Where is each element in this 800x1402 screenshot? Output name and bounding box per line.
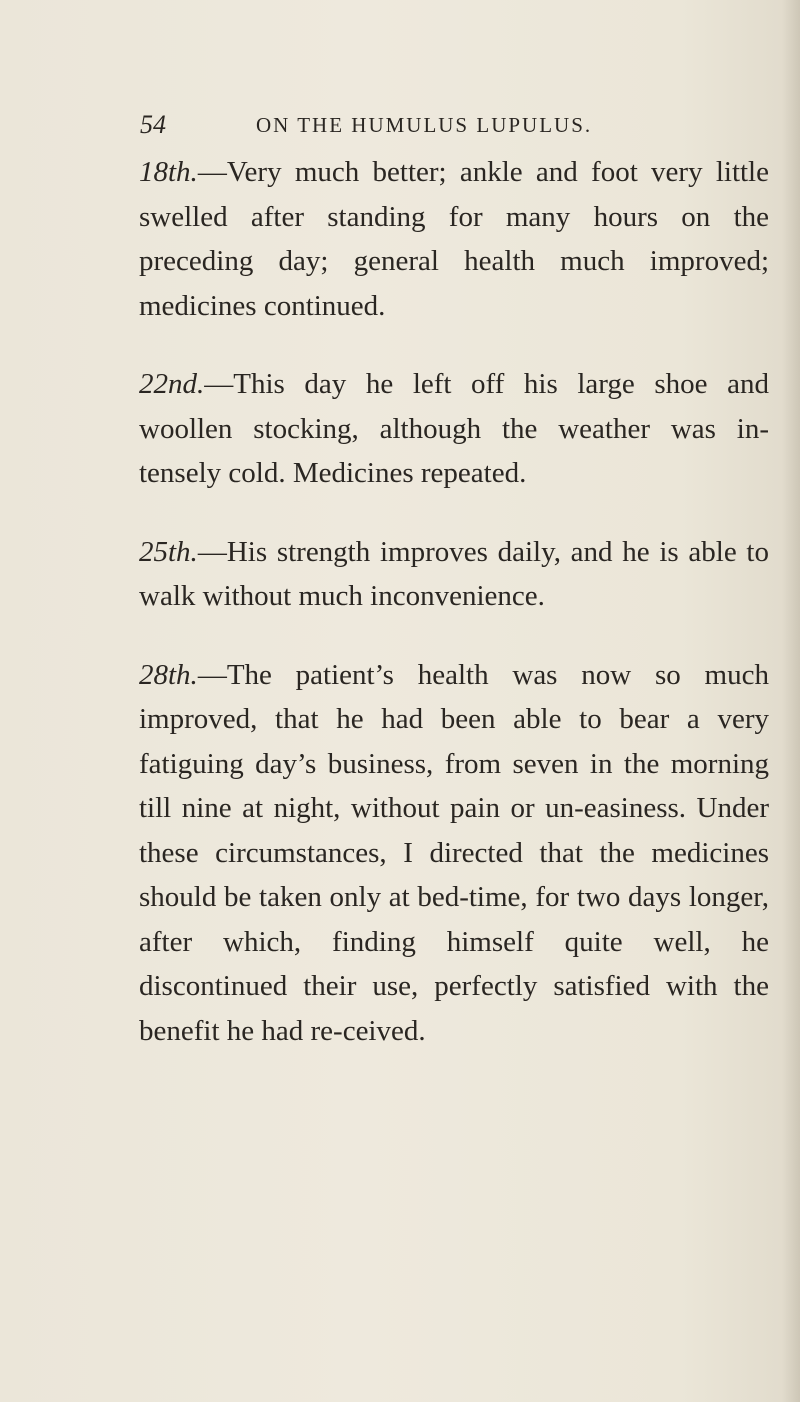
body-text bbox=[139, 150, 769, 1087]
running-head bbox=[140, 110, 700, 150]
entry-text: —His strength improves daily, and he is able to walk without much inconvenience. bbox=[139, 535, 769, 612]
running-head-title: ON THE HUMULUS LUPULUS. bbox=[256, 113, 593, 137]
entry-22nd bbox=[139, 362, 769, 496]
entry-text: —The patient’s health was now so much improved, that he had been able to bear a very fatiguing day’s business, from seven in the morning till nine at night, without pain or un-easiness. Under these circumstances, I directed that the medicines should be taken only at bed-time, for two days longer, after which, finding himself quite well, he discontinued their use, perfectly satisfied with the benefit he had re-ceived. bbox=[139, 658, 769, 1047]
entry-date: 18th. bbox=[139, 156, 198, 188]
entry-date: 22nd. bbox=[139, 368, 205, 400]
entry-25th bbox=[139, 530, 769, 619]
entry-text: —This day he left off his large shoe and woollen stocking, although the weather was in-tensely cold. Medicines repeated. bbox=[139, 368, 769, 489]
page-edge-shadow bbox=[782, 0, 800, 1402]
entry-28th bbox=[139, 653, 769, 1054]
entry-date: 28th. bbox=[139, 658, 198, 691]
entry-text: —Very much better; ankle and foot very little swelled after standing for many hours on the preceding day; general health much improved; medicines continued. bbox=[139, 156, 769, 322]
entry-18th bbox=[139, 150, 769, 328]
entry-date: 25th. bbox=[139, 535, 198, 568]
page-number: 54 bbox=[140, 110, 166, 139]
